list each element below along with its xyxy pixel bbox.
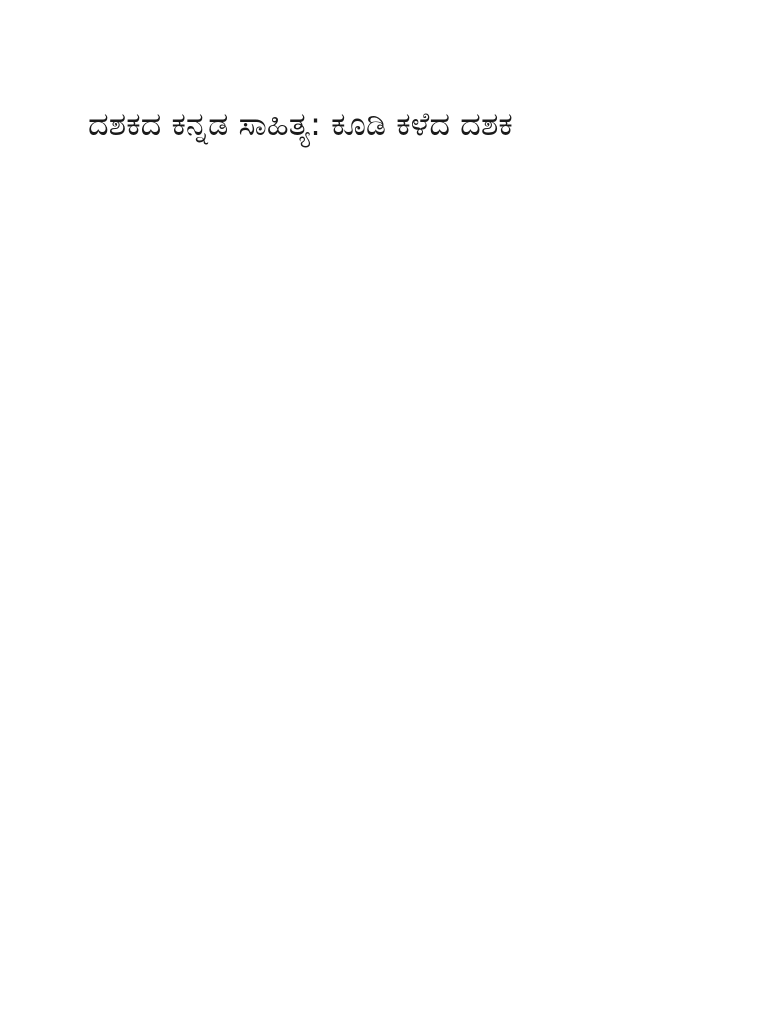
article [88, 100, 684, 180]
article-title: ದಶಕದ ಕನ್ನಡ ಸಾಹಿತ್ಯ: ಕೂಡಿ ಕಳೆದ ದಶಕ [88, 105, 513, 143]
